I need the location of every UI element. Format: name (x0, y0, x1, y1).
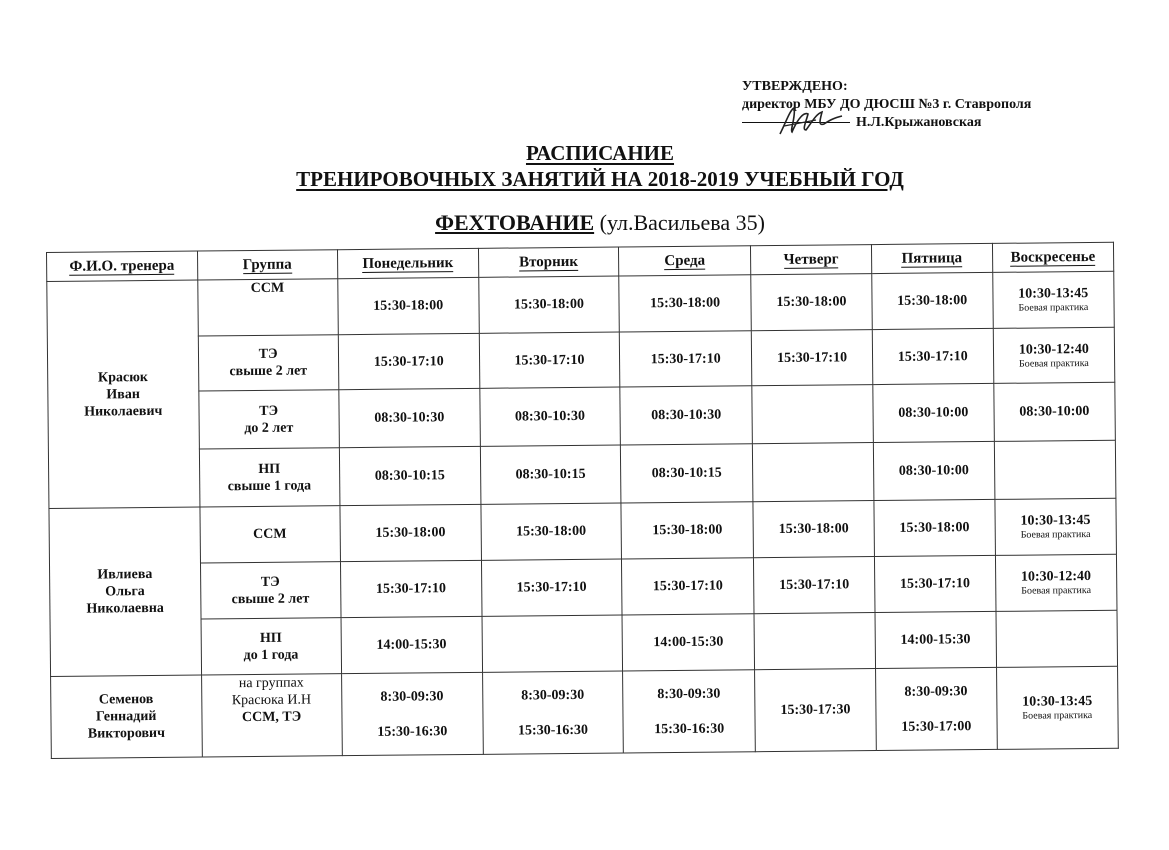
group-cell: на группах Красюка И.Н ССМ, ТЭ (201, 674, 342, 757)
schedule-cell: 08:30-10:15 (339, 446, 481, 505)
approval-position: директор МБУ ДО ДЮСШ №3 г. Ставрополя (742, 97, 1032, 112)
doc-title-line1: РАСПИСАНИЕ (525, 141, 675, 165)
trainer-name: Ивлиева Ольга Николаевна (49, 507, 201, 676)
schedule-cell: 15:30-18:00 (340, 504, 482, 561)
table-row (51, 666, 1119, 758)
schedule-cell: 08:30-10:30 (480, 387, 621, 446)
schedule-cell: 8:30-09:30 15:30-16:30 (482, 671, 623, 754)
schedule-cell: 08:30-10:00 (873, 441, 994, 500)
schedule-table (46, 242, 1119, 759)
header-sunday: Воскресенье (992, 242, 1114, 272)
schedule-cell: 10:30-12:40 Боевая практика (995, 554, 1117, 611)
signature-icon (776, 104, 846, 138)
schedule-cell: 15:30-18:00 (481, 503, 622, 560)
schedule-cell: 15:30-18:00 (337, 277, 479, 334)
schedule-cell: 10:30-13:45 Боевая практика (996, 666, 1118, 749)
schedule-cell: 08:30-10:30 (620, 386, 753, 445)
schedule-cell: 14:00-15:30 (622, 614, 755, 671)
schedule-cell: 08:30-10:30 (339, 388, 481, 447)
header-monday: Понедельник (337, 248, 478, 278)
schedule-cell: 15:30-18:00 (874, 499, 995, 556)
schedule-cell: 14:00-15:30 (341, 616, 483, 673)
trainer-name: Семенов Геннадий Викторович (51, 675, 202, 758)
table-row (50, 610, 1117, 676)
schedule-cell: 8:30-09:30 15:30-17:00 (875, 667, 997, 750)
group-cell: ССМ (199, 506, 340, 563)
schedule-cell: 08:30-10:15 (480, 445, 621, 504)
schedule-cell: 15:30-18:00 (619, 275, 752, 332)
schedule-cell: 10:30-12:40 Боевая практика (993, 327, 1115, 383)
schedule-cell: 8:30-09:30 15:30-16:30 (341, 672, 483, 755)
schedule-cell: 15:30-17:10 (874, 555, 995, 612)
trainer-name: Красюк Иван Николаевич (47, 280, 200, 508)
schedule-cell (754, 613, 875, 670)
schedule-cell: 15:30-17:10 (338, 333, 480, 389)
group-cell: НП свыше 1 года (199, 448, 340, 507)
header-group: Группа (197, 250, 337, 280)
sport-address: (ул.Васильева 35) (599, 210, 765, 235)
schedule-cell: 15:30-18:00 (621, 502, 754, 559)
doc-title-line2: ТРЕНИРОВОЧНЫХ ЗАНЯТИЙ НА 2018-2019 УЧЕБНЫЙ ГОД (296, 167, 904, 191)
schedule-cell: 10:30-13:45 Боевая практика (992, 271, 1114, 328)
schedule-cell (753, 443, 874, 502)
schedule-cell: 15:30-17:10 (619, 331, 752, 387)
schedule-cell: 10:30-13:45 Боевая практика (995, 498, 1117, 555)
schedule-cell (482, 615, 623, 672)
schedule-cell: 15:30-17:10 (872, 328, 993, 384)
schedule-cell (994, 440, 1116, 499)
schedule-cell (752, 385, 873, 444)
schedule-cell: 15:30-17:10 (622, 558, 755, 615)
table-row (48, 440, 1116, 508)
approval-signatory: Н.Л.Крыжановская (856, 115, 982, 130)
header-tuesday: Вторник (478, 247, 619, 277)
schedule-cell: 15:30-18:00 (751, 274, 872, 331)
table-row (48, 382, 1116, 450)
group-cell: ТЭ свыше 2 лет (200, 562, 341, 619)
schedule-cell (996, 610, 1118, 667)
schedule-cell: 15:30-17:10 (481, 559, 622, 616)
table-row (47, 327, 1114, 392)
approval-heading: УТВЕРЖДЕНО: (742, 79, 848, 94)
schedule-cell: 15:30-18:00 (478, 276, 619, 333)
table-row (47, 271, 1114, 337)
schedule-cell: 14:00-15:30 (875, 611, 996, 668)
schedule-cell: 15:30-17:10 (754, 557, 875, 614)
schedule-cell: 08:30-10:00 (993, 382, 1115, 441)
schedule-cell: 15:30-18:00 (872, 272, 993, 329)
header-wednesday: Среда (619, 246, 751, 276)
schedule-cell: 15:30-17:30 (755, 669, 876, 752)
group-cell: ССМ (197, 279, 338, 336)
table-row (49, 554, 1116, 620)
sport-name: ФЕХТОВАНИЕ (435, 210, 595, 235)
table-row (49, 498, 1116, 564)
schedule-cell: 08:30-10:00 (873, 383, 994, 442)
group-cell: ТЭ свыше 2 лет (198, 335, 339, 391)
header-friday: Пятница (871, 243, 992, 273)
header-thursday: Четверг (751, 245, 872, 275)
group-cell: ТЭ до 2 лет (198, 390, 339, 449)
schedule-cell: 15:30-18:00 (753, 501, 874, 558)
header-trainer: Ф.И.О. тренера (47, 251, 198, 281)
schedule-cell: 15:30-17:10 (751, 330, 872, 386)
sport-heading (0, 210, 1169, 236)
schedule-cell: 15:30-17:10 (479, 332, 620, 388)
group-cell: НП до 1 года (201, 618, 342, 675)
schedule-cell: 08:30-10:15 (620, 444, 753, 503)
schedule-cell: 15:30-17:10 (340, 560, 482, 617)
schedule-cell: 8:30-09:30 15:30-16:30 (623, 670, 756, 753)
